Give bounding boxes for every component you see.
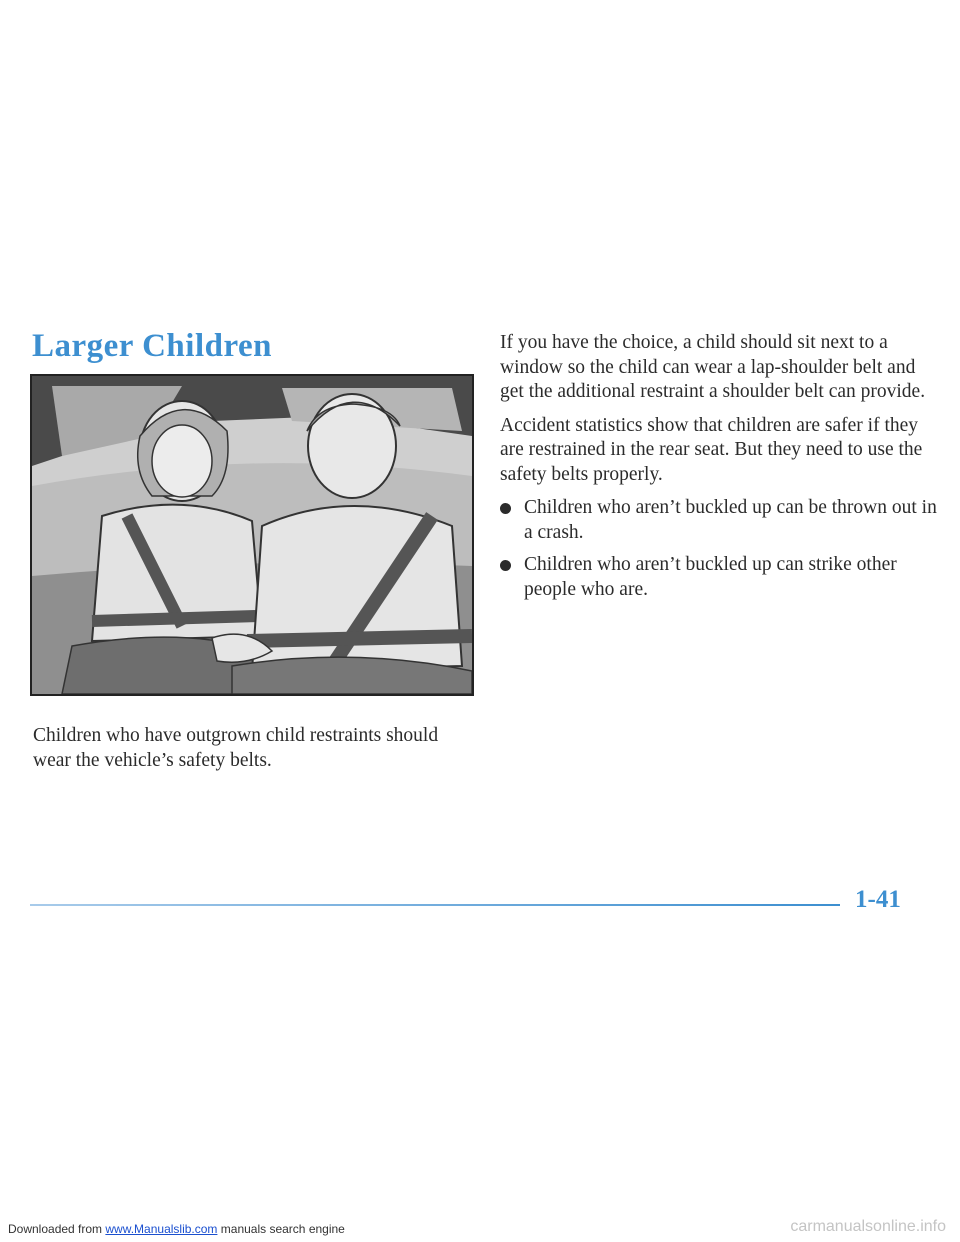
illustration-caption: Children who have outgrown child restraints should wear the vehicle’s safety belts. <box>33 725 439 771</box>
bullet-text: Children who aren’t buckled up can strike other people who are. <box>524 554 897 600</box>
download-footer <box>8 1222 345 1236</box>
footer-rule <box>30 904 840 906</box>
manualslib-link[interactable]: www.Manualslib.com <box>105 1222 218 1236</box>
bullet-list <box>500 496 940 602</box>
bullet-item <box>500 496 940 545</box>
children-safety-belt-illustration <box>30 374 474 696</box>
right-column <box>500 331 940 610</box>
paragraph-window-seat: If you have the choice, a child should sit next to a window so the child can wear a lap-shoulder belt and get the additional restraint a shoulder belt can provide. <box>500 332 926 402</box>
footer-prefix: Downloaded from <box>8 1222 106 1236</box>
page-number: 1-41 <box>855 886 901 913</box>
footer-suffix: manuals search engine <box>217 1222 345 1236</box>
bullet-item <box>500 553 940 602</box>
watermark: carmanualsonline.info <box>790 1218 946 1235</box>
illustration-drawing <box>32 376 472 694</box>
bullet-text: Children who aren’t buckled up can be thrown out in a crash. <box>524 497 937 543</box>
paragraph-accident-statistics: Accident statistics show that children are safer if they are restrained in the rear seat. But they need to use the safety belts properly. <box>500 414 923 485</box>
bullet-dot-icon <box>500 503 511 514</box>
bullet-dot-icon <box>500 560 511 571</box>
section-heading: Larger Children <box>32 328 273 364</box>
